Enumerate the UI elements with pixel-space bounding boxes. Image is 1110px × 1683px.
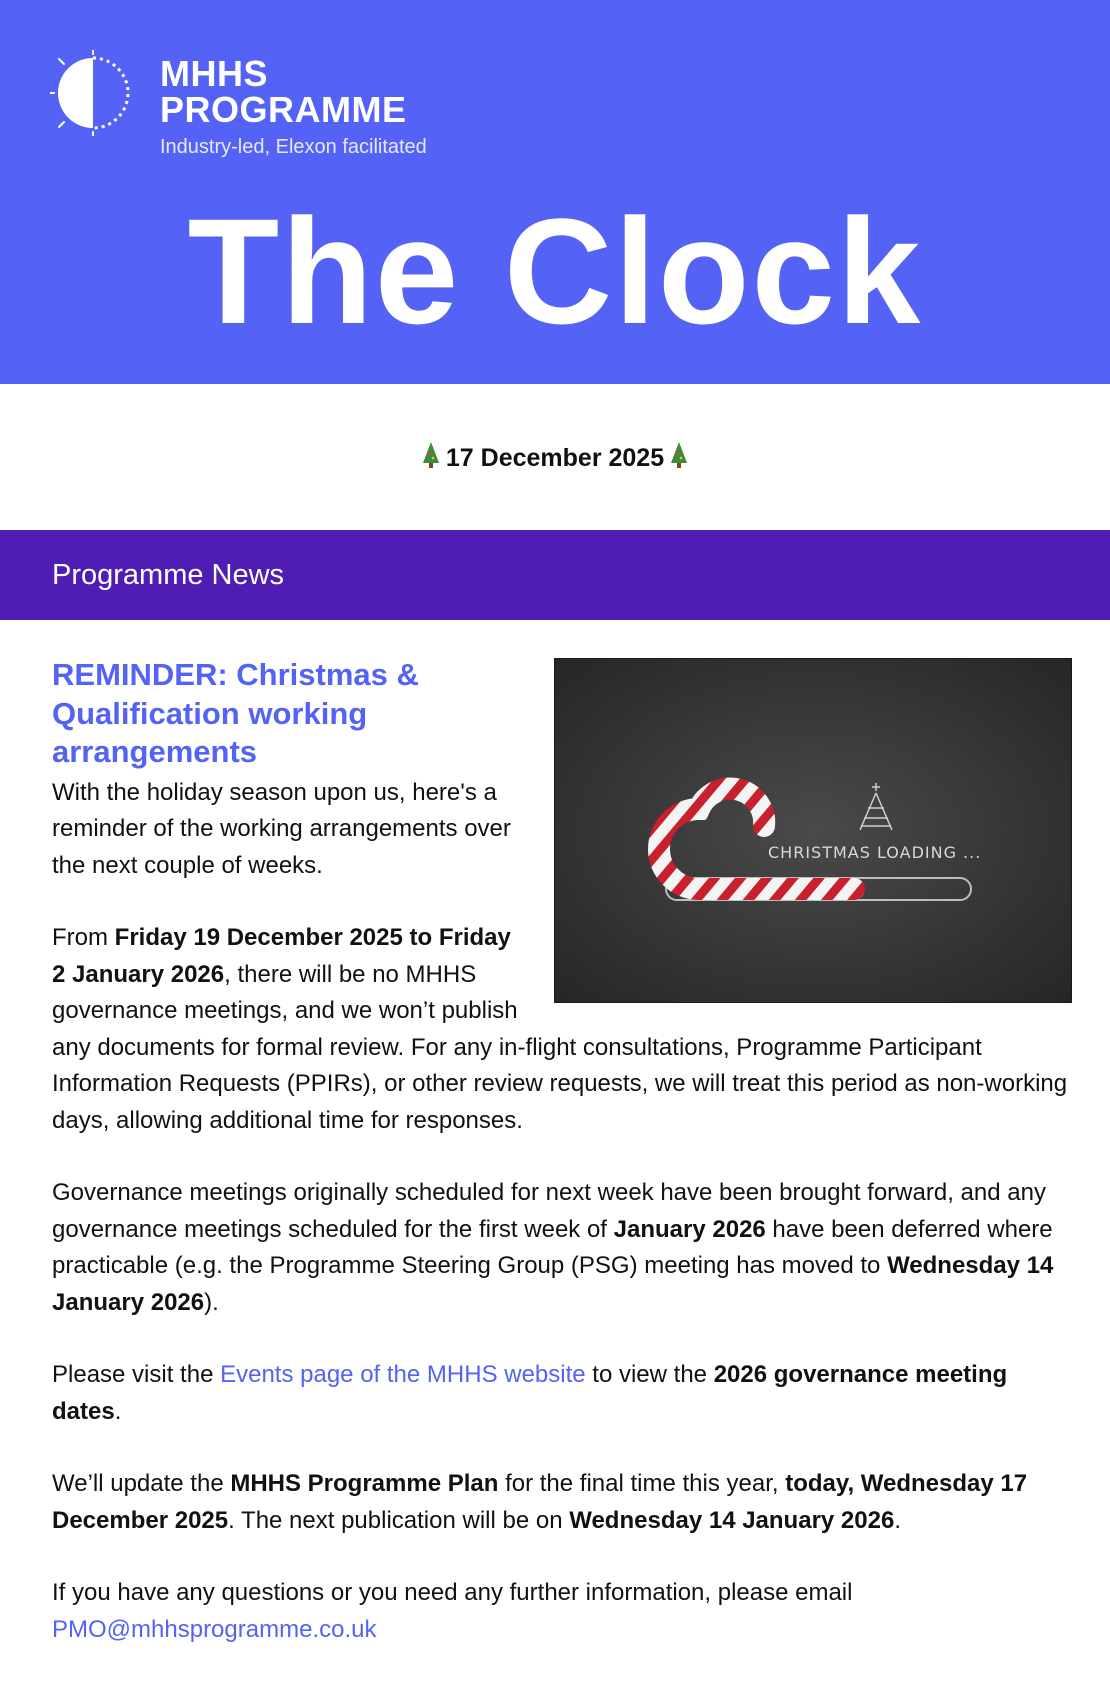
events-page-link[interactable]: Events page of the MHHS website	[220, 1361, 586, 1388]
article-christmas-arrangements	[52, 656, 1072, 1683]
issue-date-text: 17 December 2025	[445, 444, 665, 472]
article-paragraph-4: Please visit the Events page of the MHHS website to view the 2026 governance meeting dates.	[52, 1361, 1008, 1425]
article-paragraph-5: We’ll update the MHHS Programme Plan for the final time this year, today, Wednesday 17 December 2025. The next publication will be on Wednesday 14 January 2026.	[52, 1470, 1028, 1534]
article-paragraph-2: From Friday 19 December 2025 to Friday 2 January 2026, there will be no MHHS governance meetings, and we won’t publish any documents for formal review. For any in-flight consultations, Programme Participant Information Requests (PPIRs), or other review requests, we will treat this period as non-working days, allowing additional time for responses.	[52, 924, 1068, 1134]
christmas-loading-image	[554, 658, 1072, 1003]
issue-date	[0, 440, 1110, 476]
pmo-email-link[interactable]: PMO@mhhsprogramme.co.uk	[52, 1615, 377, 1643]
section-header-programme-news	[0, 530, 1110, 620]
article-paragraph-3: Governance meetings originally scheduled for next week have been brought forward, and any governance meetings scheduled for the first week of January 2026 have been deferred where practicable (e.g. the Programme Steering Group (PSG) meeting has moved to Wednesday 14 January 2026).	[52, 1179, 1054, 1316]
masthead-title: The Clock	[187, 187, 923, 355]
article-paragraph-6: If you have any questions or you need any further information, please email PMO@mhhsprogramme.co.uk	[52, 1579, 853, 1643]
article-title: REMINDER: Christmas & Qualification working arrangements	[52, 657, 419, 769]
brand-line-1: MHHS	[160, 53, 268, 94]
brand-tagline: Industry-led, Elexon facilitated	[160, 136, 427, 158]
christmas-tree-icon	[420, 441, 442, 469]
christmas-tree-icon	[668, 441, 690, 469]
brand-line-2: PROGRAMME	[160, 89, 407, 130]
image-caption-text: CHRISTMAS LOADING ...	[768, 843, 982, 862]
brand-logo-text	[160, 53, 427, 160]
sun-clock-icon	[50, 50, 136, 136]
article-intro: With the holiday season upon us, here's a reminder of the working arrangements over the next couple of weeks.	[52, 778, 511, 879]
newsletter-header	[0, 0, 1110, 384]
section-title: Programme News	[52, 559, 285, 591]
